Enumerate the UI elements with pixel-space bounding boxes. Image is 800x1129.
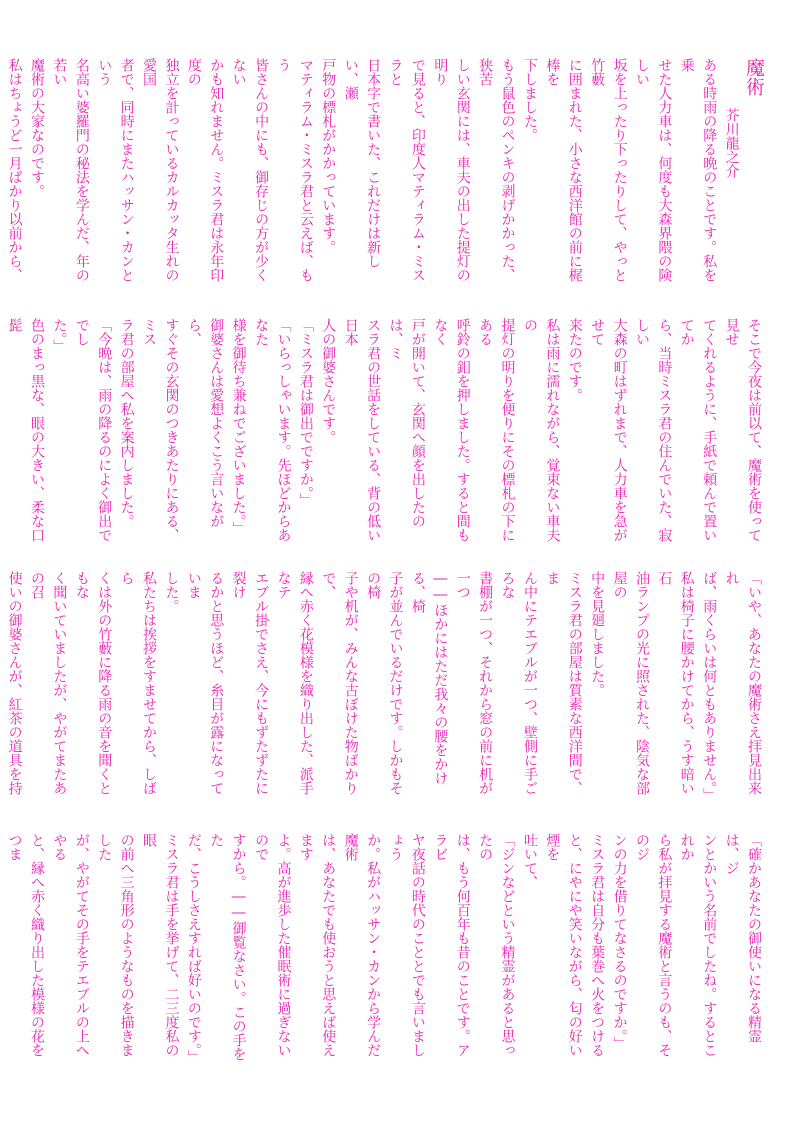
text-line: すぐその玄関のつきあたりにある、ミス: [141, 318, 180, 542]
text-line: 来たのです。: [566, 318, 583, 402]
text-line: ラ君の部屋へ私を案内しました。: [118, 318, 135, 528]
text-line: しい玄関には、車夫の出した提灯の明り: [432, 58, 471, 282]
band-4-lines: [0, 833, 765, 1064]
text-line: 私は椅子に腰かけてから、うす暗い石: [656, 571, 695, 795]
text-line: 私たちは挨拶をすませてから、しばら: [118, 571, 158, 795]
text-line: 「いらっしゃいます。先ほどからあなた: [253, 318, 292, 542]
author-name: 芥川龍之介: [723, 108, 740, 178]
text-line: 下しました。: [521, 58, 538, 142]
band-2-lines: [0, 318, 765, 546]
text-line: 呼鈴の釦を押しました。すると間もなく: [432, 318, 471, 542]
text-line: すから。――御覧なさい。この手をた: [208, 833, 247, 1061]
text-line: ある時雨の降る晩のことです。私を乗: [678, 58, 718, 282]
text-line: で見ると、印度人マティラム・ミスラと: [387, 58, 426, 282]
text-line: もう鼠色のペンキの剥げかかった、狭苦: [477, 58, 516, 282]
text-line: 大森の町はずれまで、人力車を急がせて: [589, 318, 628, 542]
text-line: 私は雨に濡れながら、覚束ない車夫の: [521, 318, 561, 542]
text-line: ミスラ君の部屋は質素な西洋間で、ま: [544, 571, 583, 795]
text-line: く聞いていましたが、やがてまたあの召: [29, 571, 68, 795]
text-line: ミスラ君は手を挙げて、二三度私の眼: [141, 833, 180, 1057]
text-line: 者で、同時にまたハッサン・カンという: [96, 58, 135, 282]
text-line: と、にやにや笑いながら、匂の好い煙を: [544, 833, 583, 1057]
text-line: 「いや、あなたの魔術さえ拝見出来れ: [723, 571, 762, 795]
text-line: ら、当時ミスラ君の住んでいた、寂しい: [633, 318, 673, 542]
text-line: [0, 833, 3, 1061]
text-line: た。」: [51, 318, 68, 353]
text-line: 「今晩は、雨の降るのによく御出ででし: [73, 318, 113, 542]
text-line: 皆さんの中にも、御存じの方が少くない: [230, 58, 270, 282]
text-line: ミスラ君は自分も葉巻へ火をつける: [589, 833, 606, 1057]
band-3-lines: [0, 571, 765, 802]
text-line: 「ジンなどという精霊があると思ったの: [477, 833, 516, 1057]
text-line: 「ミスラ君は御出でですか。」: [297, 318, 314, 507]
text-line: ヤ夜話の時代のこととでも言いましょう: [387, 833, 426, 1057]
text-line: ンとかいう名前でしたね。するとこれか: [678, 833, 718, 1057]
text-line: せた人力車は、何度も大森界隈の険しい: [633, 58, 673, 282]
text-band-4: [6, 833, 765, 1064]
text-line: スラ君の世話をしている、背の低い日本: [342, 318, 382, 542]
text-line: 色のまっ黒な、眼の大きい、柔な口髭: [6, 318, 45, 542]
text-line: 書棚が一つ、それから窓の前に机が一つ: [454, 571, 494, 795]
text-line: るかと思うほど、糸目が露になっていま: [185, 571, 225, 795]
text-line: の前へ三角形のようなものを描きました: [96, 833, 135, 1057]
text-line: 「確かあなたの御使いになる精霊は、ジ: [723, 833, 762, 1043]
text-line: と、縁へ赤く織り出した模様の花をつま: [6, 833, 45, 1057]
text-line: そこで今夜は前以て、魔術を使って見せ: [723, 318, 762, 542]
text-line: ら私が拝見する魔術と言うのも、そのジ: [633, 833, 673, 1057]
text-line: 戸物の標札がかかっています。: [320, 58, 337, 254]
text-line: した。: [163, 571, 180, 613]
text-line: 子や机が、みんな古ぼけた物ばかりで、: [320, 571, 359, 795]
text-line: 御婆さんは愛想よくこう言いながら、: [185, 318, 225, 528]
text-line: くは外の竹藪に降る雨の音を聞くともな: [73, 571, 113, 795]
text-line: 提灯の明りを便りにその標札の下にある: [477, 318, 516, 542]
text-line: 名高い婆羅門の秘法を学んだ、年の若い: [51, 58, 90, 282]
story-title: 魔術: [743, 58, 765, 96]
text-line: 使いの御婆さんが、紅茶の道具を持: [6, 571, 23, 795]
band-1-lines: [0, 58, 720, 286]
text-line: ンの力を借りてなさるのですか。」: [611, 833, 628, 1050]
text-band-3: [6, 571, 765, 802]
text-line: 坂を上ったり下ったりして、やっと竹藪: [589, 58, 628, 282]
text-line: 吐いて、: [521, 833, 538, 889]
text-line: 油ランプの光に照された、陰気な部屋の: [611, 571, 650, 795]
text-line: 独立を計っているカルカッタ生れの愛国: [141, 58, 180, 282]
text-line: 日本字で書いた、これだけは新しい、瀬: [342, 58, 382, 268]
text-line: は、もう何百年も昔のことです。アラビ: [432, 833, 471, 1057]
text-line: 縁へ赤く花模様を織り出した、派手なテ: [275, 571, 314, 795]
text-line: [0, 318, 3, 546]
text-line: が、やがてその手をテエブルの上へやる: [51, 833, 90, 1057]
text-line: は、あなたでも使おうと思えば使えます: [297, 833, 337, 1057]
text-line: ――ほかにはただ我々の腰をかける、椅: [409, 571, 449, 785]
text-line: マティラム・ミスラ君と云えば、もう: [275, 58, 314, 282]
text-band-2: [6, 318, 765, 546]
text-band-1: [6, 58, 765, 286]
text-line: 戸が開いて、玄関へ顔を出したのは、ミ: [387, 318, 426, 528]
text-line: てくれるように、手紙で頼んで置いてか: [678, 318, 718, 542]
text-line: ば、雨くらいは何ともありません。」: [701, 571, 718, 802]
text-line: 魔術の大家なのです。: [29, 58, 45, 198]
text-line: 私はちょうど一月ばかり以前から、: [6, 58, 23, 282]
text-line: 様を御待ち兼ねでございました。」: [230, 318, 247, 535]
text-line: かも知れません。ミスラ君は永年印度の: [185, 58, 225, 282]
text-line: エブル掛でさえ、今にもずたずたに裂け: [230, 571, 270, 795]
text-line: よ。高が進歩した催眠術に過ぎないので: [253, 833, 292, 1057]
text-line: に囲まれた、小さな西洋館の前に梶棒を: [544, 58, 583, 282]
text-line: 中を見廻しました。: [589, 571, 606, 697]
text-line: 子が並んでいるだけです。しかもその椅: [365, 571, 404, 795]
text-line: ん中にテエブルが一つ、壁側に手ごろな: [499, 571, 538, 795]
text-line: か。私がハッサン・カンから学んだ魔術: [342, 833, 382, 1057]
text-line: だ、こうしさえすれば好いのです。」: [185, 833, 202, 1064]
text-line: 人の御婆さんです。: [320, 318, 337, 444]
